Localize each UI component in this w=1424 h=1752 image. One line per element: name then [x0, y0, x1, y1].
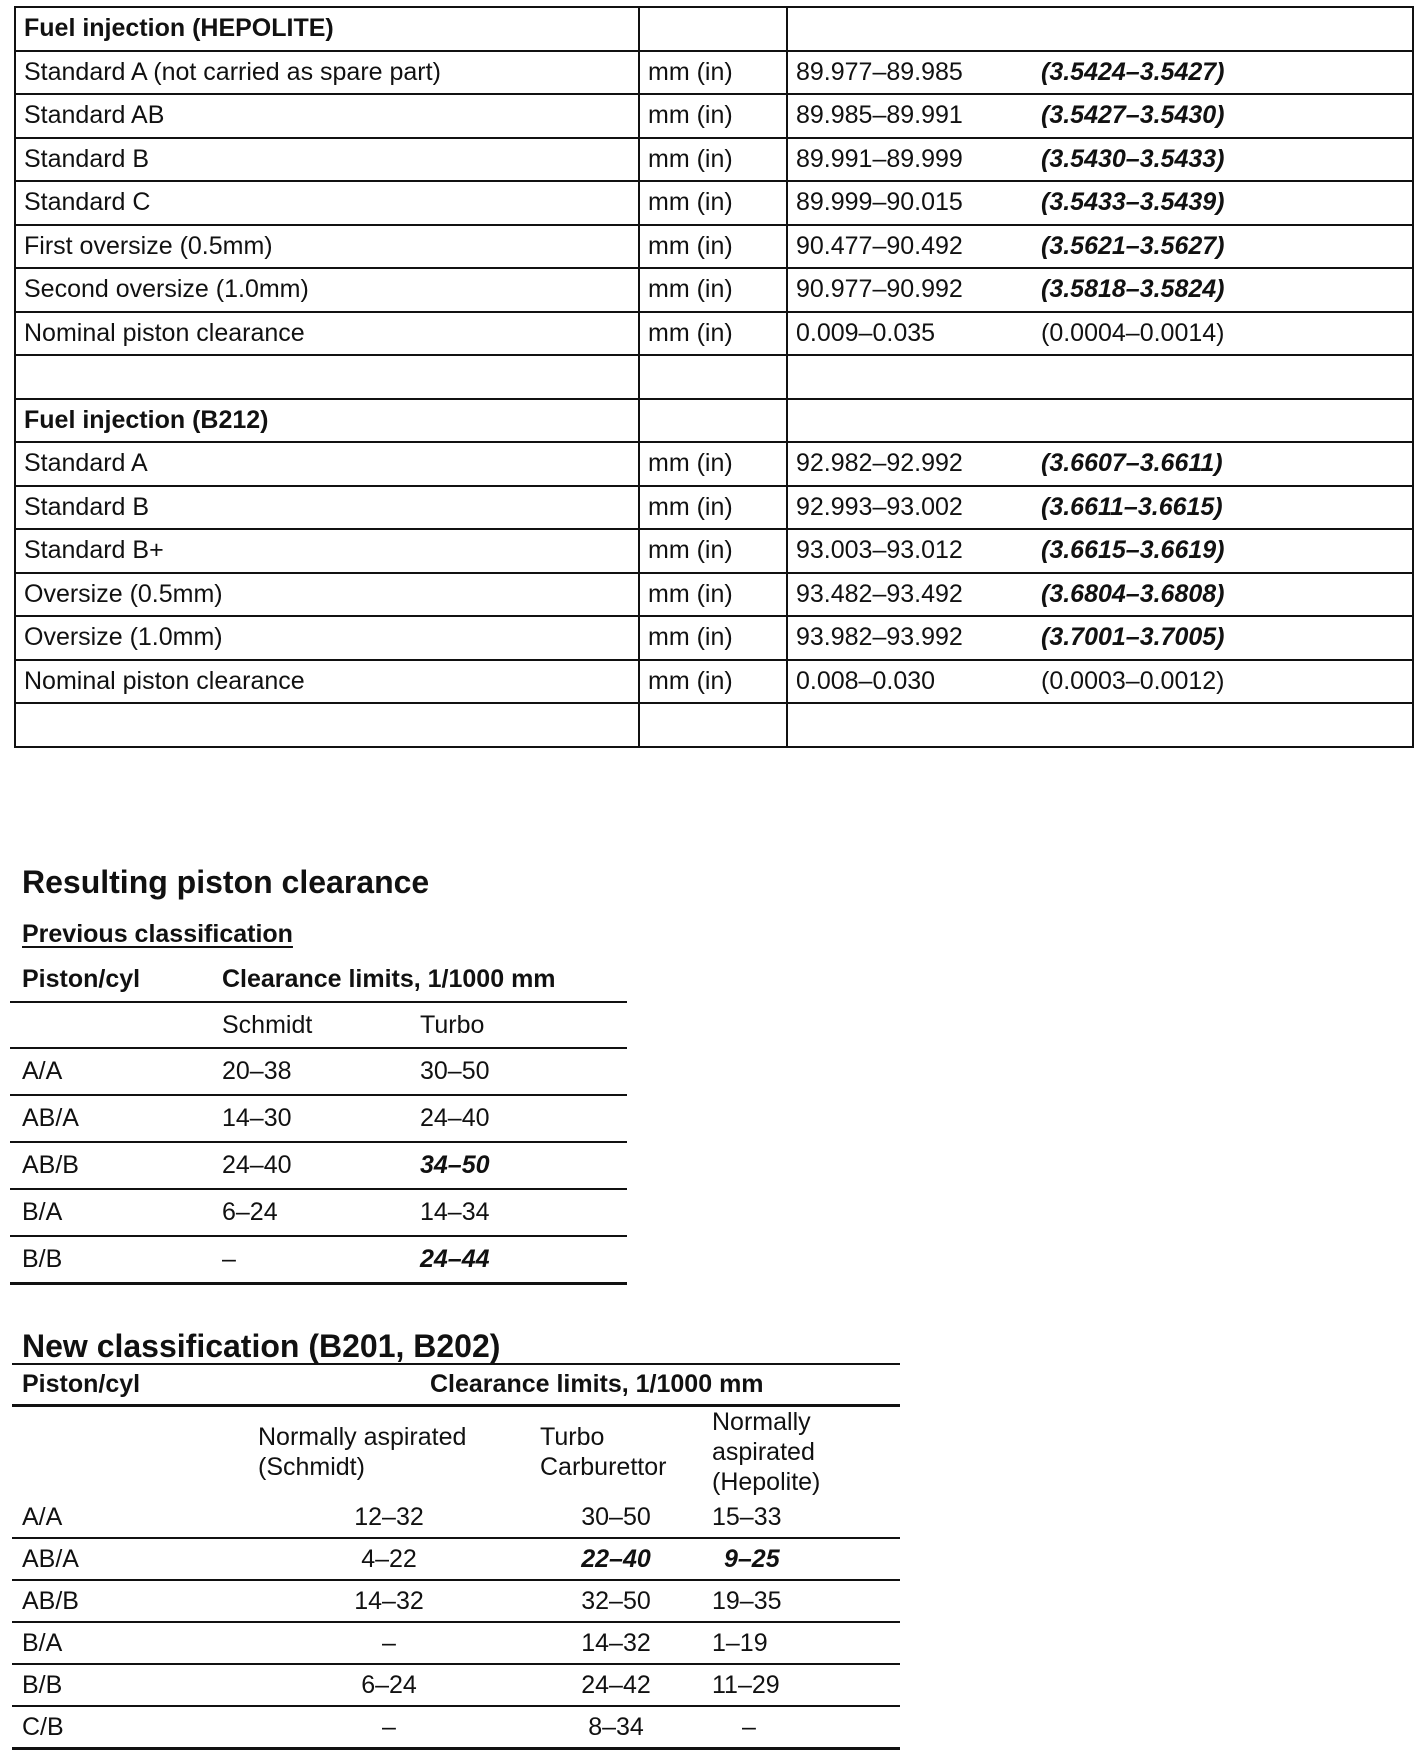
- row-unit: mm (in): [639, 573, 787, 617]
- cell-piston-cyl: B/A: [10, 1189, 210, 1236]
- row-label: Standard A (not carried as spare part): [15, 51, 639, 95]
- cell-na-schmidt: 12–32: [248, 1497, 530, 1538]
- table-row: [15, 573, 1413, 617]
- row-unit: mm (in): [639, 529, 787, 573]
- row-label: Second oversize (1.0mm): [15, 268, 639, 312]
- cell-na-hepolite: 15–33: [702, 1497, 900, 1538]
- section-header-hepolite: [15, 7, 1413, 51]
- cell-turbo: 24–40: [408, 1095, 627, 1142]
- row-label: Standard AB: [15, 94, 639, 138]
- cell-turbo: 24–44: [408, 1236, 627, 1284]
- cell-na-schmidt: –: [248, 1706, 530, 1749]
- cell-turbo: 34–50: [408, 1142, 627, 1189]
- cell-piston-cyl: B/B: [12, 1664, 248, 1706]
- row-inch-value: (3.7001–3.7005): [1037, 616, 1413, 660]
- new-classification-title: New classification (B201, B202): [22, 1328, 501, 1364]
- table-row: [15, 94, 1413, 138]
- sub-turbo-carb: Turbo Carburettor: [540, 1423, 667, 1481]
- row-unit: mm (in): [639, 486, 787, 530]
- row-inch-value: (0.0003–0.0012): [1037, 660, 1413, 704]
- table-row: [10, 1142, 627, 1189]
- sub-header-row: [10, 1002, 627, 1048]
- cell-schmidt: 14–30: [210, 1095, 408, 1142]
- sub-schmidt: Schmidt: [210, 1002, 408, 1048]
- section-header-b212: [15, 399, 1413, 443]
- cell-turbo-carb: 24–42: [530, 1664, 702, 1706]
- cell-piston-cyl: C/B: [12, 1706, 248, 1749]
- resulting-title: Resulting piston clearance: [22, 864, 430, 900]
- row-unit: mm (in): [639, 94, 787, 138]
- row-inch-value: (0.0004–0.0014): [1037, 312, 1413, 356]
- row-label: Standard B: [15, 486, 639, 530]
- section-title: Fuel injection (B212): [15, 399, 639, 443]
- row-mm-value: 0.008–0.030: [787, 660, 1037, 704]
- cell-turbo-carb: 8–34: [530, 1706, 702, 1749]
- table-row: [15, 225, 1413, 269]
- sub-na-hepolite: Normally aspirated (Hepolite): [712, 1408, 821, 1496]
- cell-na-hepolite: –: [702, 1706, 900, 1749]
- row-mm-value: 93.982–93.992: [787, 616, 1037, 660]
- row-mm-value: 89.977–89.985: [787, 51, 1037, 95]
- row-mm-value: 93.003–93.012: [787, 529, 1037, 573]
- table-row: [12, 1497, 900, 1538]
- sub-turbo: Turbo: [408, 1002, 627, 1048]
- cell-piston-cyl: AB/A: [12, 1538, 248, 1580]
- row-label: Standard A: [15, 442, 639, 486]
- col-piston-cyl: Piston/cyl: [12, 1364, 248, 1406]
- column-header-row: [12, 1364, 900, 1406]
- cell-na-hepolite: 1–19: [702, 1622, 900, 1664]
- table-row: [12, 1580, 900, 1622]
- cell-na-schmidt: –: [248, 1622, 530, 1664]
- row-inch-value: (3.5430–3.5433): [1037, 138, 1413, 182]
- cell-na-hepolite: 9–25: [702, 1538, 900, 1580]
- section-title: Fuel injection (HEPOLITE): [15, 7, 639, 51]
- cell-turbo-carb: 14–32: [530, 1622, 702, 1664]
- row-mm-value: 93.482–93.492: [787, 573, 1037, 617]
- cell-turbo: 30–50: [408, 1048, 627, 1095]
- row-mm-value: 92.982–92.992: [787, 442, 1037, 486]
- row-unit: mm (in): [639, 181, 787, 225]
- row-unit: mm (in): [639, 312, 787, 356]
- table-row: [10, 1048, 627, 1095]
- table-row: [15, 138, 1413, 182]
- col-clearance-limits: Clearance limits, 1/1000 mm: [248, 1364, 900, 1406]
- row-inch-value: (3.5427–3.5430): [1037, 94, 1413, 138]
- cell-schmidt: 24–40: [210, 1142, 408, 1189]
- table-row: [15, 616, 1413, 660]
- row-unit: mm (in): [639, 616, 787, 660]
- row-label: Standard B: [15, 138, 639, 182]
- row-inch-value: (3.5433–3.5439): [1037, 181, 1413, 225]
- cell-turbo-carb: 30–50: [530, 1497, 702, 1538]
- sub-header-row: [12, 1406, 900, 1498]
- cell-piston-cyl: B/A: [12, 1622, 248, 1664]
- table-row: [15, 442, 1413, 486]
- table-row: [10, 1189, 627, 1236]
- row-label: Nominal piston clearance: [15, 660, 639, 704]
- cell-piston-cyl: AB/A: [10, 1095, 210, 1142]
- row-label: Oversize (0.5mm): [15, 573, 639, 617]
- table-row: [15, 660, 1413, 704]
- cell-schmidt: 20–38: [210, 1048, 408, 1095]
- table-row: [10, 1236, 627, 1284]
- row-label: Standard B+: [15, 529, 639, 573]
- cell-turbo: 14–34: [408, 1189, 627, 1236]
- row-label: First oversize (0.5mm): [15, 225, 639, 269]
- row-mm-value: 89.999–90.015: [787, 181, 1037, 225]
- row-unit: mm (in): [639, 268, 787, 312]
- cylinder-bore-spec-table: [14, 6, 1414, 748]
- row-unit: mm (in): [639, 442, 787, 486]
- row-label: Standard C: [15, 181, 639, 225]
- new-classification-table: [12, 1364, 900, 1750]
- row-unit: mm (in): [639, 660, 787, 704]
- table-row: [12, 1706, 900, 1749]
- table-row: [10, 1095, 627, 1142]
- row-unit: mm (in): [639, 225, 787, 269]
- row-inch-value: (3.5424–3.5427): [1037, 51, 1413, 95]
- row-mm-value: 90.977–90.992: [787, 268, 1037, 312]
- row-mm-value: 89.991–89.999: [787, 138, 1037, 182]
- col-piston-cyl: Piston/cyl: [10, 957, 210, 1002]
- blank-row: [15, 355, 1413, 399]
- cell-schmidt: 6–24: [210, 1189, 408, 1236]
- table-row: [12, 1622, 900, 1664]
- cell-na-schmidt: 14–32: [248, 1580, 530, 1622]
- row-mm-value: 92.993–93.002: [787, 486, 1037, 530]
- table-row: [15, 268, 1413, 312]
- row-inch-value: (3.6607–3.6611): [1037, 442, 1413, 486]
- row-label: Nominal piston clearance: [15, 312, 639, 356]
- table-row: [15, 312, 1413, 356]
- row-inch-value: (3.6611–3.6615): [1037, 486, 1413, 530]
- cell-piston-cyl: A/A: [10, 1048, 210, 1095]
- cell-na-hepolite: 11–29: [702, 1664, 900, 1706]
- row-inch-value: (3.6804–3.6808): [1037, 573, 1413, 617]
- column-header-row: [10, 957, 627, 1002]
- previous-classification-table: [10, 957, 627, 1285]
- cell-turbo-carb: 32–50: [530, 1580, 702, 1622]
- row-mm-value: 90.477–90.492: [787, 225, 1037, 269]
- table-row: [12, 1538, 900, 1580]
- cell-piston-cyl: B/B: [10, 1236, 210, 1284]
- row-inch-value: (3.5818–3.5824): [1037, 268, 1413, 312]
- cell-na-hepolite: 19–35: [702, 1580, 900, 1622]
- cell-schmidt: –: [210, 1236, 408, 1284]
- row-label: Oversize (1.0mm): [15, 616, 639, 660]
- row-mm-value: 0.009–0.035: [787, 312, 1037, 356]
- col-clearance-limits: Clearance limits, 1/1000 mm: [210, 957, 627, 1002]
- cell-piston-cyl: AB/B: [12, 1580, 248, 1622]
- row-inch-value: (3.6615–3.6619): [1037, 529, 1413, 573]
- cell-na-schmidt: 6–24: [248, 1664, 530, 1706]
- table-row: [12, 1664, 900, 1706]
- cell-turbo-carb: 22–40: [530, 1538, 702, 1580]
- sub-na-schmidt: Normally aspirated (Schmidt): [258, 1423, 467, 1481]
- table-row: [15, 51, 1413, 95]
- table-row: [15, 181, 1413, 225]
- blank-row: [15, 703, 1413, 747]
- cell-piston-cyl: AB/B: [10, 1142, 210, 1189]
- table-row: [15, 529, 1413, 573]
- row-unit: mm (in): [639, 138, 787, 182]
- cell-piston-cyl: A/A: [12, 1497, 248, 1538]
- row-inch-value: (3.5621–3.5627): [1037, 225, 1413, 269]
- previous-classification-title: Previous classification: [22, 920, 293, 948]
- row-mm-value: 89.985–89.991: [787, 94, 1037, 138]
- row-unit: mm (in): [639, 51, 787, 95]
- table-row: [15, 486, 1413, 530]
- cell-na-schmidt: 4–22: [248, 1538, 530, 1580]
